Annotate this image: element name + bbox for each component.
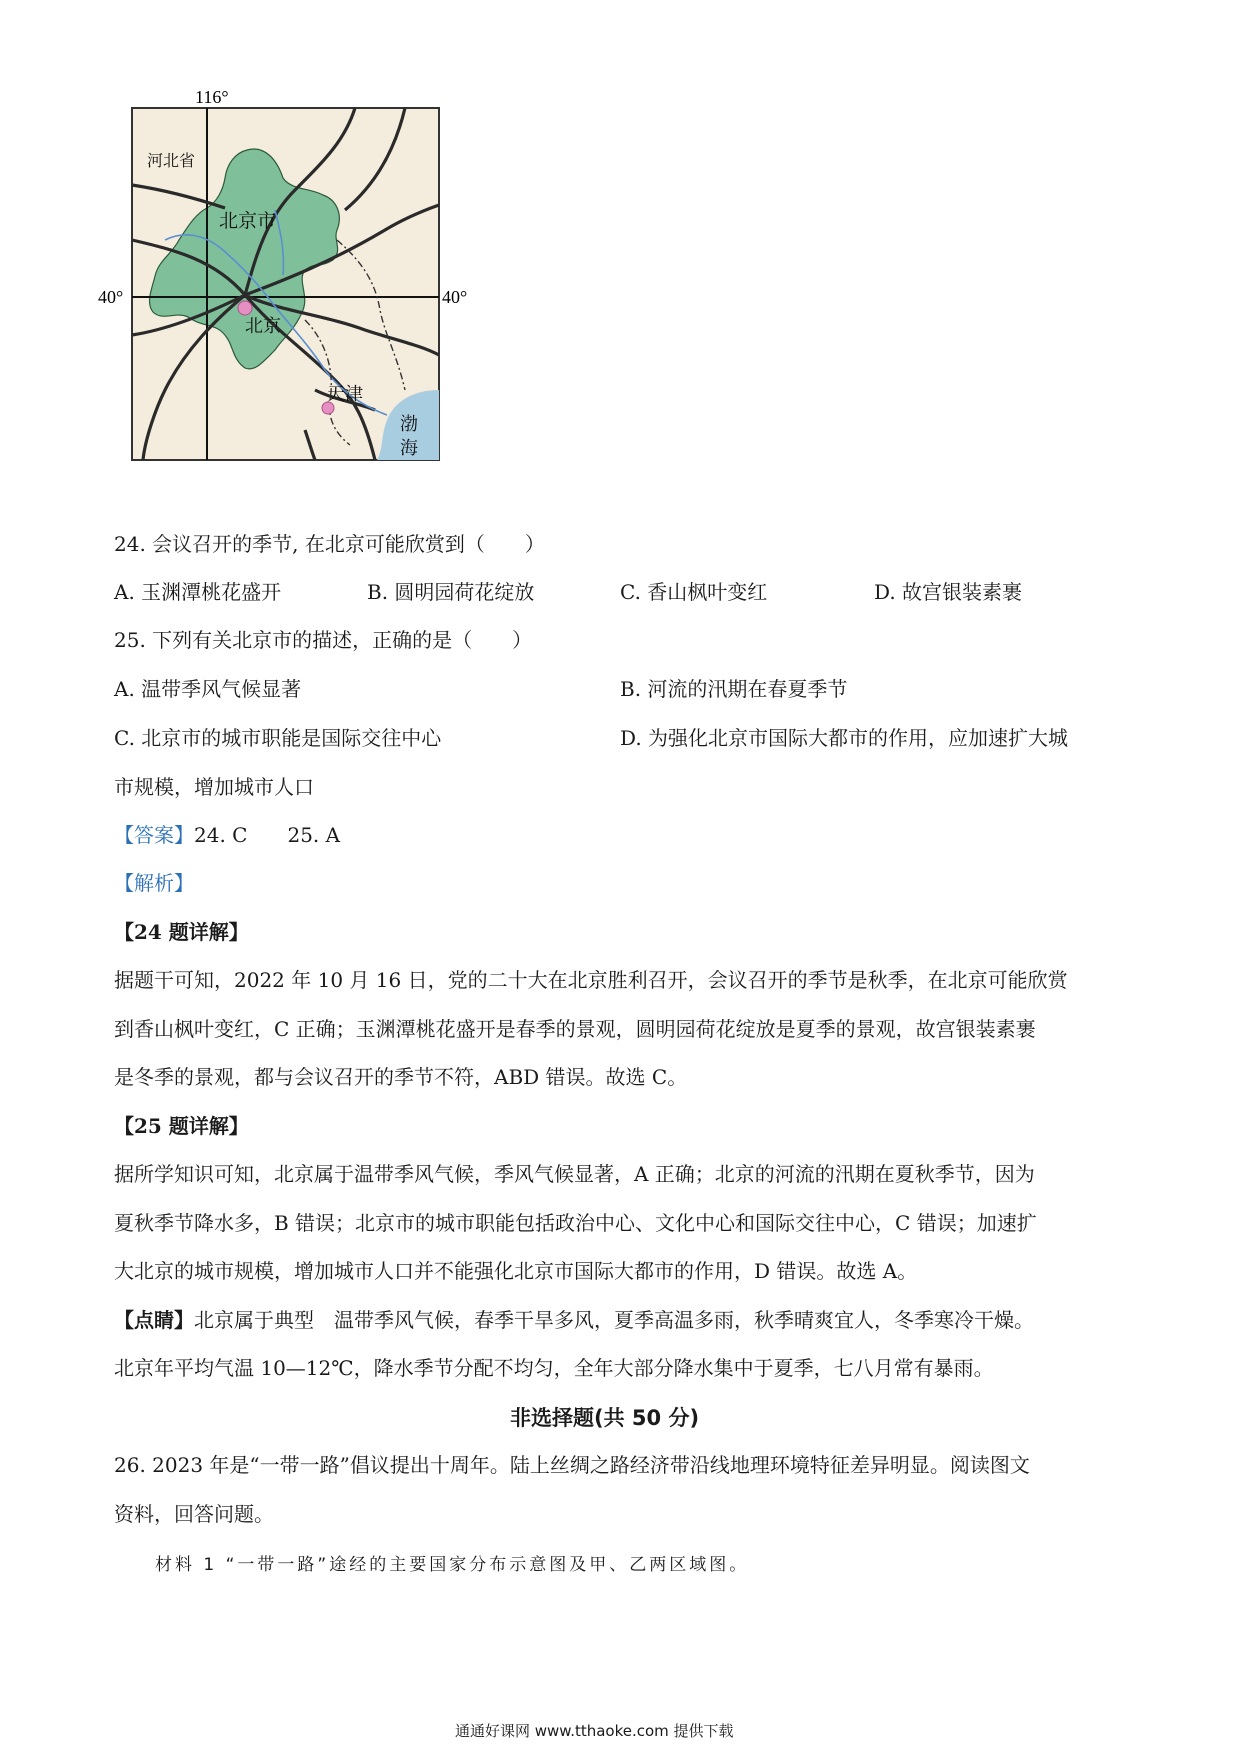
label-beijing-city: 北京市 (219, 210, 277, 232)
q25-option-b: B. 河流的汛期在春夏季节 (620, 677, 848, 701)
detail24-title: 【24 题详解】 (114, 920, 249, 944)
answer-line (114, 821, 340, 849)
detail25-line: 大北京的城市规模，增加城市人口并不能强化北京市国际大都市的作用，D 错误。故选 A。 (114, 1259, 918, 1283)
label-beijing: 北京 (245, 316, 281, 337)
detail25-title: 【25 题详解】 (114, 1114, 249, 1138)
tip-text-1: 北京属于典型 温带季风气候，春季干旱多风，夏季高温多雨，秋季晴爽宜人，冬季寒冷干燥。 (194, 1308, 1034, 1332)
beijing-tianjin-map (98, 87, 525, 520)
q25-option-a: A. 温带季风气候显著 (114, 677, 302, 701)
analysis-tag: 【解析】 (114, 871, 194, 895)
answer-value: 24. C 25. A (194, 823, 341, 847)
label-hebei: 河北省 (147, 151, 196, 170)
lon-label-116: 116° (195, 87, 229, 107)
detail25-line: 夏秋季节降水多，B 错误；北京市的城市职能包括政治中心、文化中心和国际交往中心，C 错误；加速扩 (114, 1211, 1037, 1235)
detail24-line: 据题干可知，2022 年 10 月 16 日，党的二十大在北京胜利召开，会议召开的季节是秋季，在北京可能欣赏 (114, 968, 1068, 992)
q24-stem: 24. 会议召开的季节, 在北京可能欣赏到（ ） (114, 532, 545, 556)
q26-material: 材料 1 “一带一路”途经的主要国家分布示意图及甲、乙两区域图。 (155, 1555, 750, 1575)
label-bohai-1: 渤 (400, 414, 418, 435)
q25-option-c: C. 北京市的城市职能是国际交往中心 (114, 726, 442, 750)
beijing-city-marker (238, 301, 252, 315)
tip-line-2: 北京年平均气温 10—12℃，降水季节分配不均匀，全年大部分降水集中于夏季，七八月常有暴雨。 (114, 1356, 994, 1380)
label-tianjin: 天津 (327, 384, 363, 405)
q25-option-d: D. 为强化北京市国际大都市的作用，应加速扩大城 (620, 726, 1069, 750)
page-footer: 通通好课网 www.tthaoke.com 提供下载 (455, 1722, 734, 1740)
q25-option-d-continued: 市规模，增加城市人口 (114, 775, 314, 799)
tip-line-1 (114, 1306, 1034, 1334)
lat-label-left: 40° (98, 287, 124, 307)
answer-tag: 【答案】 (114, 823, 194, 847)
detail24-line: 是冬季的景观，都与会议召开的季节不符，ABD 错误。故选 C。 (114, 1065, 688, 1089)
lat-label-right: 40° (442, 287, 468, 307)
label-bohai-2: 海 (400, 438, 418, 459)
detail25-line: 据所学知识可知，北京属于温带季风气候，季风气候显著，A 正确；北京的河流的汛期在夏秋季节，因为 (114, 1162, 1035, 1186)
q24-option-c: C. 香山枫叶变红 (620, 580, 768, 604)
tip-tag: 【点睛】 (114, 1308, 194, 1332)
q25-stem: 25. 下列有关北京市的描述，正确的是（ ） (114, 628, 533, 652)
q26-line-2: 资料，回答问题。 (114, 1502, 274, 1526)
q26-line-1: 26. 2023 年是“一带一路”倡议提出十周年。陆上丝绸之路经济带沿线地理环境特征差异明显。阅读图文 (114, 1453, 1030, 1477)
section-title: 非选择题(共 50 分) (510, 1406, 700, 1430)
q24-option-a: A. 玉渊潭桃花盛开 (114, 580, 282, 604)
q24-option-b: B. 圆明园荷花绽放 (367, 580, 535, 604)
detail24-line: 到香山枫叶变红，C 正确；玉渊潭桃花盛开是春季的景观，圆明园荷花绽放是夏季的景观，故宫银装素裹 (114, 1017, 1036, 1041)
map-svg (98, 87, 525, 520)
q24-option-d: D. 故宫银装素裹 (874, 580, 1023, 604)
